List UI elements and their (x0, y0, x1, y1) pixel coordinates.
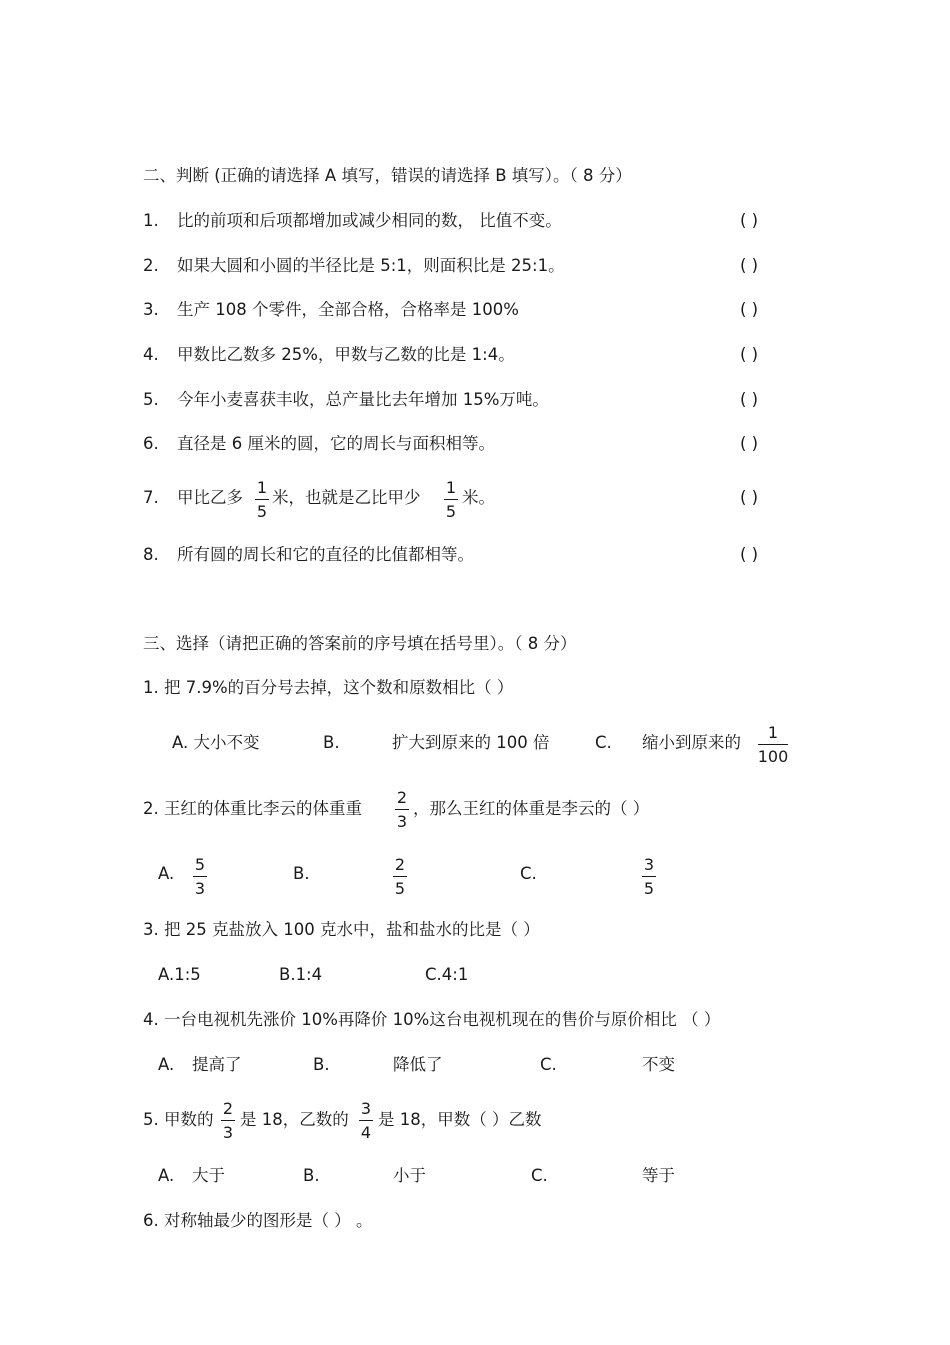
fraction-one-hundredth (753, 725, 793, 765)
judge-num-2: 2. (143, 256, 159, 275)
fraction-numerator: 5 (194, 855, 206, 874)
judge-text-1: 比的前项和后项都增加或减少相同的数， 比值不变。 (177, 211, 562, 230)
fraction-three-fifths (629, 857, 669, 897)
q4-option-b-label[interactable]: B. (313, 1055, 330, 1074)
judge-text-3: 生产 108 个零件，全部合格，合格率是 100% (177, 300, 519, 319)
fraction-numerator: 2 (222, 1099, 234, 1118)
q2-stem-b: ，那么王红的体重是李云的（ ） (413, 799, 650, 818)
q1-option-b-label[interactable]: B. (323, 733, 340, 752)
answer-paren-4[interactable]: ( ) (740, 345, 759, 364)
answer-paren-5[interactable]: ( ) (740, 390, 759, 409)
fraction-denominator: 3 (396, 812, 408, 831)
q2-option-a-label[interactable]: A. (158, 864, 175, 883)
q5-option-c-label[interactable]: C. (531, 1166, 548, 1185)
q2-option-b-label[interactable]: B. (293, 864, 310, 883)
judge-num-8: 8. (143, 545, 159, 564)
q2-stem-a: 2. 王红的体重比李云的体重重 (143, 799, 362, 818)
fraction-denominator: 100 (757, 747, 789, 766)
judge-num-6: 6. (143, 434, 159, 453)
judge-num-4: 4. (143, 345, 159, 364)
fraction-numerator: 1 (256, 478, 268, 497)
fraction-denominator: 5 (256, 502, 268, 521)
section3-title: 三、选择（请把正确的答案前的序号填在括号里）。（ 8 分） (143, 634, 577, 653)
q4-stem: 4. 一台电视机先涨价 10%再降价 10%这台电视机现在的售价与原价相比 （ ） (143, 1010, 721, 1029)
judge-num-7: 7. (143, 488, 159, 507)
fraction-numerator: 2 (394, 855, 406, 874)
fraction-denominator: 4 (360, 1123, 372, 1142)
q1-stem: 1. 把 7.9%的百分号去掉，这个数和原数相比（ ） (143, 678, 514, 697)
fraction-five-thirds (180, 857, 220, 897)
q3-option-a[interactable]: A.1:5 (158, 965, 201, 984)
fraction-denominator: 5 (643, 879, 655, 898)
judge-text-7b: 米，也就是乙比甲少 (272, 488, 421, 507)
q2-option-c-label[interactable]: C. (520, 864, 537, 883)
fraction-denominator: 5 (445, 502, 457, 521)
q1-option-a[interactable]: A. 大小不变 (172, 733, 260, 752)
answer-paren-8[interactable]: ( ) (740, 545, 759, 564)
judge-text-4: 甲数比乙数多 25%，甲数与乙数的比是 1:4。 (177, 345, 515, 364)
fraction-numerator: 3 (360, 1099, 372, 1118)
judge-num-1: 1. (143, 211, 159, 230)
q4-option-b-text: 降低了 (393, 1055, 443, 1074)
q5-stem-c: 是 18，甲数（ ）乙数 (378, 1110, 542, 1129)
judge-text-5: 今年小麦喜获丰收，总产量比去年增加 15%万吨。 (177, 390, 549, 409)
answer-paren-1[interactable]: ( ) (740, 211, 759, 230)
fraction-two-fifths (380, 857, 420, 897)
fraction-denominator: 3 (194, 879, 206, 898)
q5-option-b-label[interactable]: B. (303, 1166, 320, 1185)
q1-option-c-label[interactable]: C. (595, 733, 612, 752)
q1-option-c-text: 缩小到原来的 (642, 733, 741, 752)
fraction-numerator: 1 (767, 723, 779, 742)
q5-option-b-text: 小于 (393, 1166, 426, 1185)
judge-text-2: 如果大圆和小圆的半径比是 5:1，则面积比是 25:1。 (177, 256, 565, 275)
q4-option-a-label[interactable]: A. (158, 1055, 175, 1074)
fraction-denominator: 5 (394, 879, 406, 898)
q5-option-a-label[interactable]: A. (158, 1166, 175, 1185)
fraction-numerator: 3 (643, 855, 655, 874)
judge-num-5: 5. (143, 390, 159, 409)
q3-option-c[interactable]: C.4:1 (425, 965, 469, 984)
judge-num-3: 3. (143, 300, 159, 319)
judge-text-8: 所有圆的周长和它的直径的比值都相等。 (177, 545, 474, 564)
answer-paren-3[interactable]: ( ) (740, 300, 759, 319)
answer-paren-7[interactable]: ( ) (740, 488, 759, 507)
q4-option-a-text: 提高了 (192, 1055, 242, 1074)
q4-option-c-text: 不变 (642, 1055, 675, 1074)
q5-option-c-text: 等于 (642, 1166, 675, 1185)
fraction-denominator: 3 (222, 1123, 234, 1142)
judge-text-7c: 米。 (462, 488, 495, 507)
answer-paren-2[interactable]: ( ) (740, 256, 759, 275)
q1-option-b-text: 扩大到原来的 100 倍 (392, 733, 550, 752)
q5-stem-a: 5. 甲数的 (143, 1110, 214, 1129)
judge-text-7a: 甲比乙多 (177, 488, 243, 507)
judge-text-6: 直径是 6 厘米的圆，它的周长与面积相等。 (177, 434, 495, 453)
q5-option-a-text: 大于 (192, 1166, 225, 1185)
section2-title: 二、判断 (正确的请选择 A 填写，错误的请选择 B 填写）。（ 8 分） (143, 166, 632, 185)
fraction-numerator: 2 (396, 788, 408, 807)
fraction-numerator: 1 (445, 478, 457, 497)
q3-option-b[interactable]: B.1:4 (279, 965, 323, 984)
q3-stem: 3. 把 25 克盐放入 100 克水中，盐和盐水的比是（ ） (143, 920, 540, 939)
q6-stem: 6. 对称轴最少的图形是（ ） 。 (143, 1211, 373, 1230)
q4-option-c-label[interactable]: C. (540, 1055, 557, 1074)
q5-stem-b: 是 18，乙数的 (240, 1110, 349, 1129)
answer-paren-6[interactable]: ( ) (740, 434, 759, 453)
